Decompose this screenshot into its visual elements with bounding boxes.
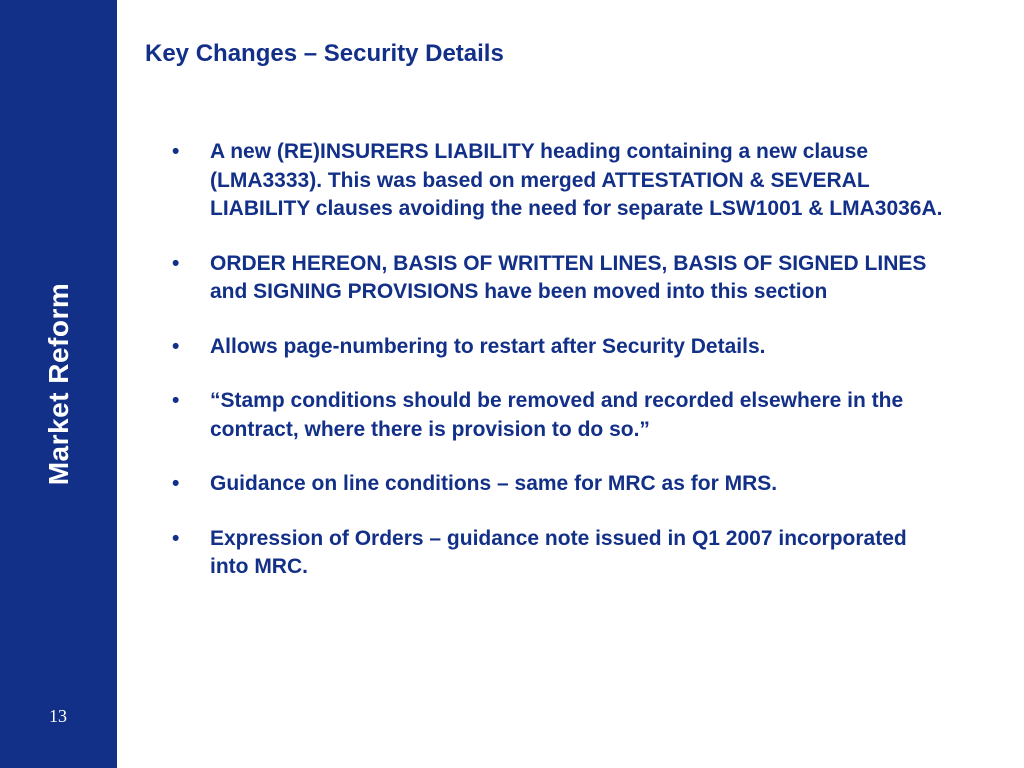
bullet-dot-icon: • bbox=[172, 526, 180, 550]
bullet-text: Allows page-numbering to restart after Security Details. bbox=[210, 334, 766, 358]
bullet-item bbox=[170, 470, 950, 499]
bullet-list bbox=[170, 138, 950, 608]
bullet-dot-icon: • bbox=[172, 334, 180, 358]
slide-title: Key Changes – Security Details bbox=[145, 40, 504, 67]
bullet-text: Expression of Orders – guidance note issued in Q1 2007 incorporated into MRC. bbox=[210, 526, 907, 578]
page-number: 13 bbox=[49, 706, 67, 726]
bullet-dot-icon: • bbox=[172, 251, 180, 275]
bullet-item bbox=[170, 387, 950, 444]
bullet-item bbox=[170, 333, 950, 362]
bullet-text: ORDER HEREON, BASIS OF WRITTEN LINES, BASIS OF SIGNED LINES and SIGNING PROVISIONS have been moved into this section bbox=[210, 251, 927, 303]
bullet-text: A new (RE)INSURERS LIABILITY heading containing a new clause (LMA3333). This was based on merged ATTESTATION & SEVERAL LIABILITY clauses avoiding the need for separate LSW1001 & LMA3036A. bbox=[210, 140, 943, 220]
bullet-dot-icon: • bbox=[172, 472, 180, 495]
bullet-item bbox=[170, 138, 950, 224]
bullet-dot-icon: • bbox=[172, 140, 180, 163]
bullet-item bbox=[170, 525, 950, 582]
sidebar-label: Market Reform bbox=[43, 282, 74, 486]
bullet-item bbox=[170, 250, 950, 307]
bullet-dot-icon: • bbox=[172, 389, 180, 412]
sidebar bbox=[0, 0, 117, 768]
bullet-text: “Stamp conditions should be removed and recorded elsewhere in the contract, where there is provision to do so.” bbox=[210, 389, 904, 441]
bullet-text: Guidance on line conditions – same for MRC as for MRS. bbox=[210, 472, 778, 495]
